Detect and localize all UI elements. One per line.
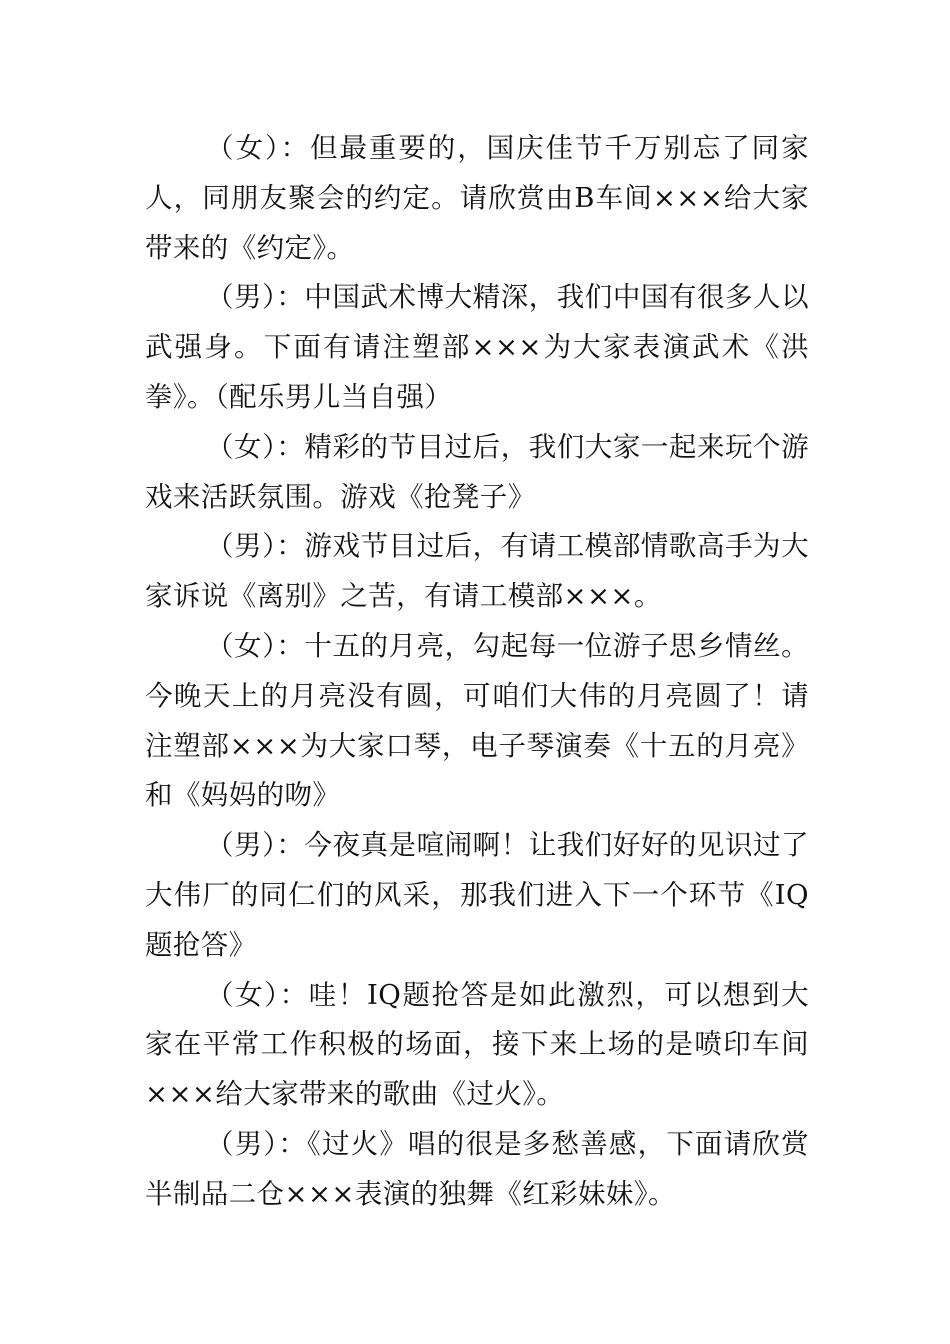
paragraph-3: （女）：精彩的节目过后，我们大家一起来玩个游戏来活跃氛围。游戏《抢凳子》 (145, 430, 809, 513)
paragraph-1: （女）：但最重要的，国庆佳节千万别忘了同家人，同朋友聚会的约定。请欣赏由B车间×××给大家带来的《约定》。 (145, 132, 809, 264)
paragraph-5: （女）：十五的月亮，勾起每一位游子思乡情丝。今晚天上的月亮没有圆，可咱们大伟的月亮圆了！请注塑部×××为大家口琴，电子琴演奏《十五的月亮》和《妈妈的吻》 (145, 629, 809, 812)
document-body (145, 124, 809, 1220)
paragraph-7: （女）：哇！IQ题抢答是如此激烈，可以想到大家在平常工作积极的场面，接下来上场的是喷印车间×××给大家带来的歌曲《过火》。 (145, 978, 809, 1111)
paragraph-2: （男）：中国武术博大精深，我们中国有很多人以武强身。下面有请注塑部×××为大家表演武术《洪拳》。（配乐男儿当自强） (145, 281, 809, 413)
paragraph-4: （男）：游戏节目过后，有请工模部情歌高手为大家诉说《离别》之苦，有请工模部×××。 (145, 530, 809, 613)
paragraph-6: （男）：今夜真是喧闹啊！让我们好好的见识过了大伟厂的同仁们的风采，那我们进入下一个环节《IQ题抢答》 (145, 829, 809, 961)
paragraph-8: （男）：《过火》唱的很是多愁善感，下面请欣赏半制品二仓×××表演的独舞《红彩妹妹》。 (145, 1127, 809, 1210)
